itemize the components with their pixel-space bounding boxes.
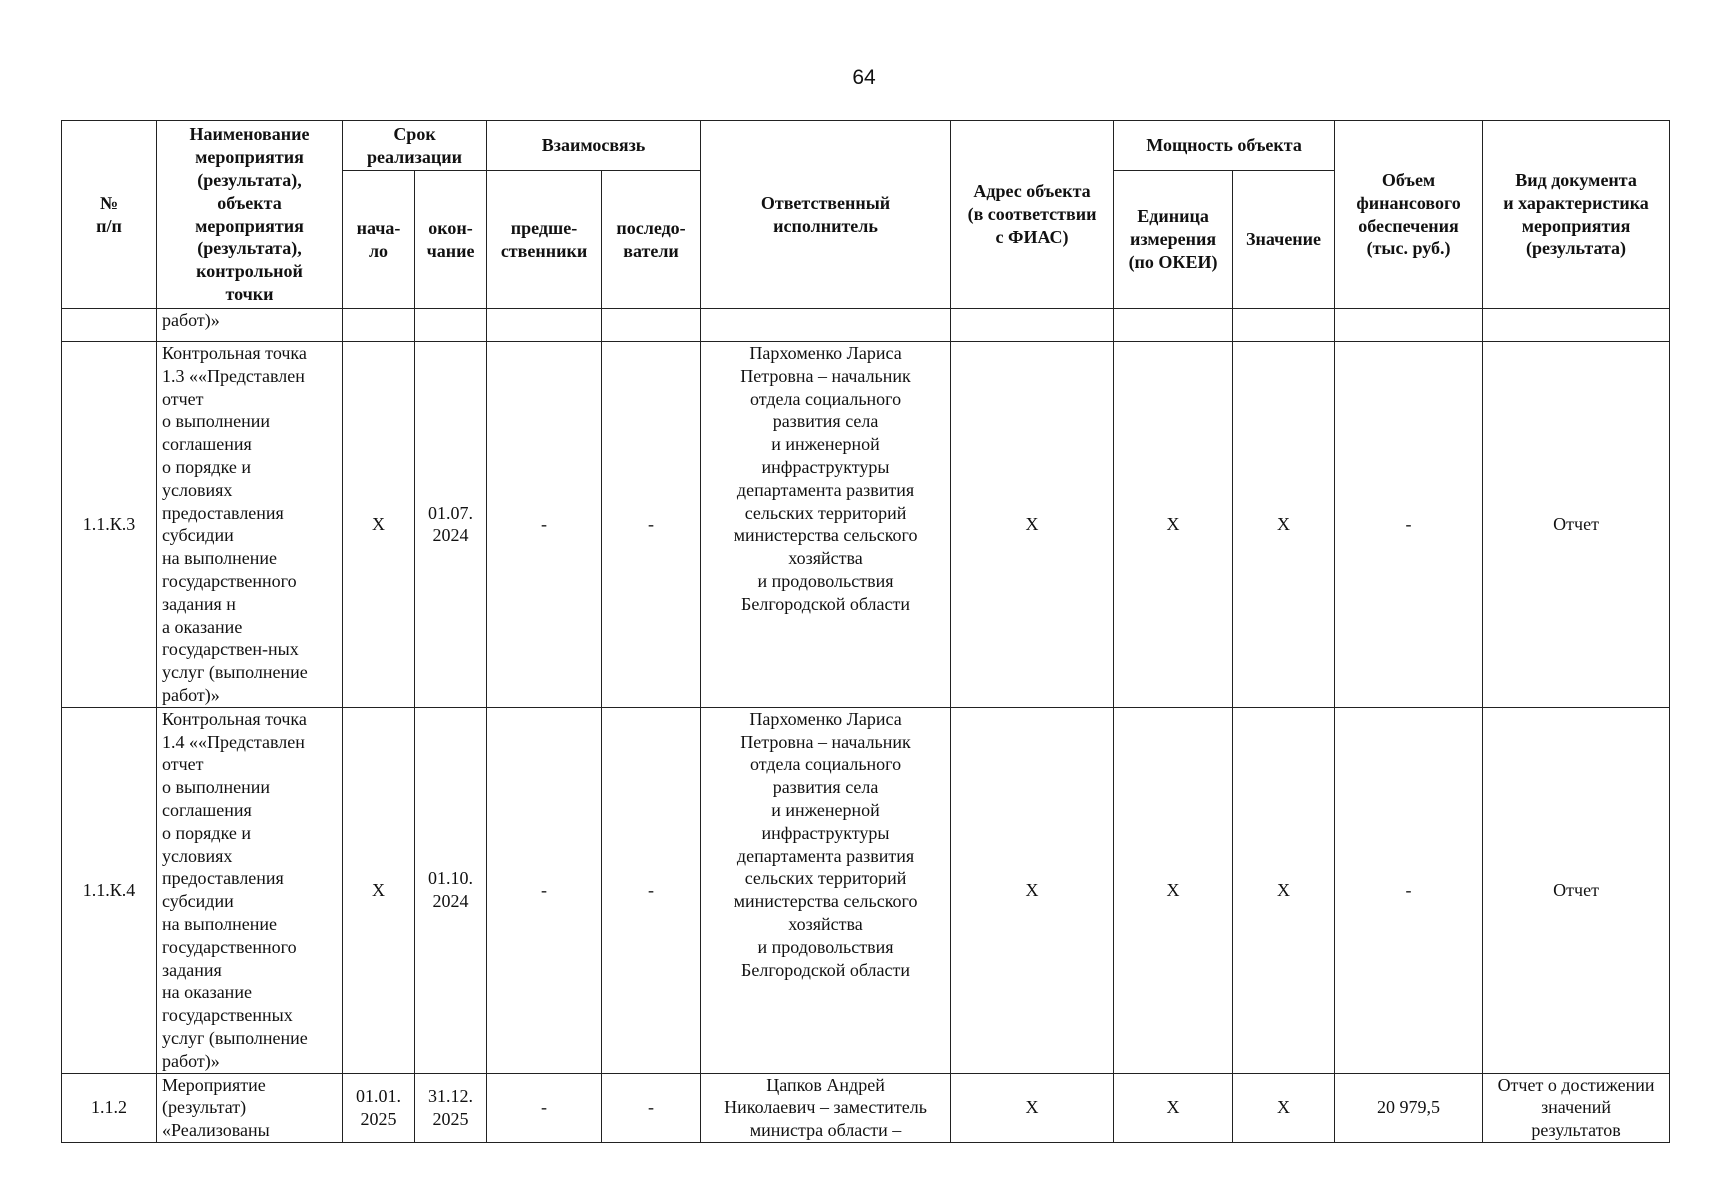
row-start: X [343, 342, 415, 708]
header-start: нача- ло [343, 171, 415, 309]
row-value: X [1233, 1073, 1335, 1142]
row-successors: - [602, 342, 701, 708]
row-document: Отчет [1483, 342, 1670, 708]
header-predecessors: предше- ственники [487, 171, 602, 309]
row-start: X [343, 707, 415, 1073]
table-row [62, 1073, 1670, 1142]
header-link: Взаимосвязь [487, 121, 701, 171]
row-financing: 20 979,5 [1335, 1073, 1483, 1142]
row-address: X [951, 342, 1114, 708]
table-row [62, 342, 1670, 708]
header-value: Значение [1233, 171, 1335, 309]
row-num: 1.1.К.4 [62, 707, 157, 1073]
continuation-cell: работ)» [157, 309, 343, 342]
header-address: Адрес объекта (в соответствии с ФИАС) [951, 121, 1114, 309]
row-financing: - [1335, 707, 1483, 1073]
header-responsible: Ответственный исполнитель [701, 121, 951, 309]
header-power: Мощность объекта [1114, 121, 1335, 171]
row-document: Отчет [1483, 707, 1670, 1073]
row-end: 01.07. 2024 [415, 342, 487, 708]
header-successors: последо- ватели [602, 171, 701, 309]
header-document: Вид документа и характеристика мероприятия (результата) [1483, 121, 1670, 309]
header-num: № п/п [62, 121, 157, 309]
header-srok: Срок реализации [343, 121, 487, 171]
row-end: 01.10. 2024 [415, 707, 487, 1073]
row-value: X [1233, 342, 1335, 708]
row-responsible: Пархоменко Лариса Петровна – начальник отдела социального развития села и инженерной инфраструктуры департамента развития сельских территорий министерства сельского хозяйства и продовольствия Белгородской области [701, 707, 951, 1073]
row-document: Отчет о достижении значений результатов [1483, 1073, 1670, 1142]
header-unit: Единица измерения (по ОКЕИ) [1114, 171, 1233, 309]
row-unit: X [1114, 342, 1233, 708]
row-successors: - [602, 707, 701, 1073]
row-end: 31.12. 2025 [415, 1073, 487, 1142]
row-financing: - [1335, 342, 1483, 708]
row-successors: - [602, 1073, 701, 1142]
row-unit: X [1114, 1073, 1233, 1142]
header-end: окон- чание [415, 171, 487, 309]
row-predecessors: - [487, 342, 602, 708]
row-responsible: Пархоменко Лариса Петровна – начальник отдела социального развития села и инженерной инфраструктуры департамента развития сельских территорий министерства сельского хозяйства и продовольствия Белгородской области [701, 342, 951, 708]
row-address: X [951, 707, 1114, 1073]
row-name: Контрольная точка 1.3 ««Представлен отчет о выполнении соглашения о порядке и условиях предоставления субсидии на выполнение государственного задания н а оказание государствен-ных услуг (выполнение работ)» [157, 342, 343, 708]
row-num: 1.1.К.3 [62, 342, 157, 708]
row-predecessors: - [487, 1073, 602, 1142]
row-address: X [951, 1073, 1114, 1142]
header-name: Наименование мероприятия (результата), объекта мероприятия (результата), контрольной точки [157, 121, 343, 309]
row-name: Мероприятие (результат) «Реализованы [157, 1073, 343, 1142]
table-row [62, 707, 1670, 1073]
row-responsible: Цапков Андрей Николаевич – заместитель министра области – [701, 1073, 951, 1142]
table-row [62, 309, 1670, 342]
header-financing: Объем финансового обеспечения (тыс. руб.) [1335, 121, 1483, 309]
row-unit: X [1114, 707, 1233, 1073]
row-value: X [1233, 707, 1335, 1073]
page-number: 64 [852, 66, 876, 89]
row-predecessors: - [487, 707, 602, 1073]
events-table [61, 120, 1670, 1143]
row-name: Контрольная точка 1.4 ««Представлен отчет о выполнении соглашения о порядке и условиях предоставления субсидии на выполнение государственного задания на оказание государственных услуг (выполнение работ)» [157, 707, 343, 1073]
row-start: 01.01. 2025 [343, 1073, 415, 1142]
row-num: 1.1.2 [62, 1073, 157, 1142]
